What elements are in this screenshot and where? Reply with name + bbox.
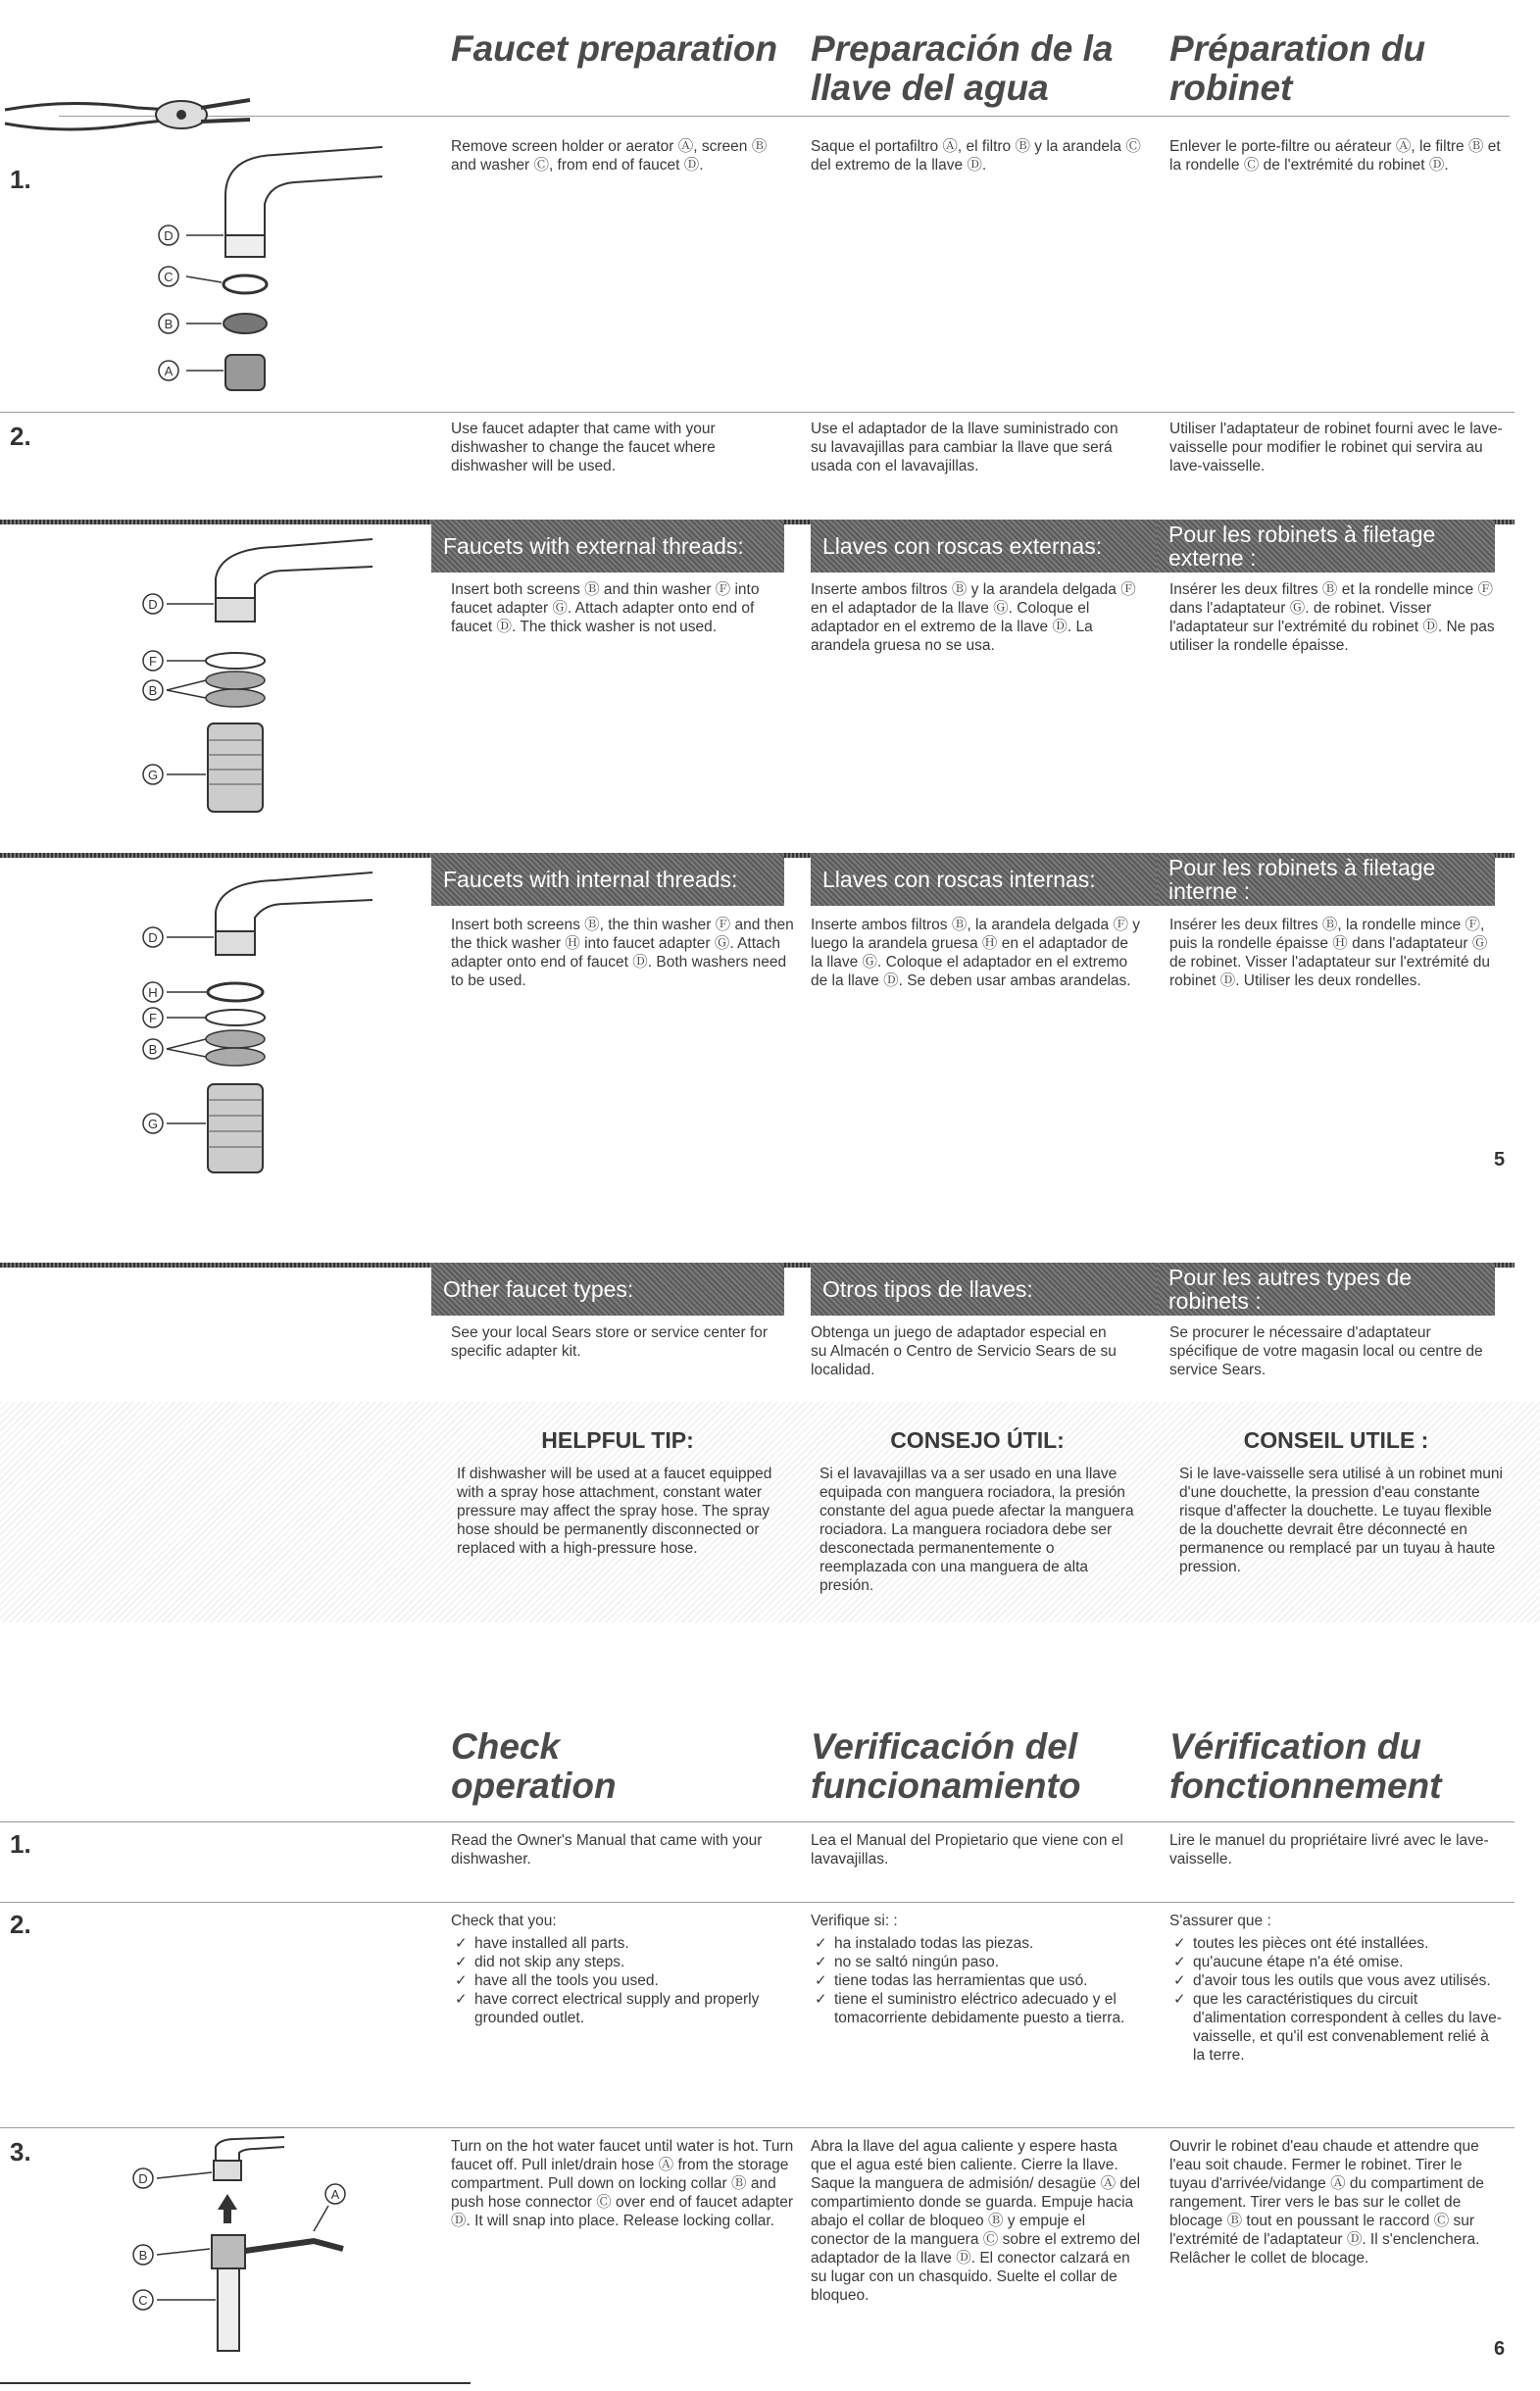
- tip-text-es: Si el lavavajillas va a ser usado en una llave equipada con manguera rociadora, la presión constante del agua puede afectar la manguera rociadora. La manguera rociadora debe ser desconectada permanentemente o reemplazada con una manguera de alta presión.: [820, 1466, 1134, 1594]
- banner-internal-fr: Pour les robinets à filetage interne :: [1157, 853, 1495, 906]
- checklist-item: ✓ have correct electrical supply and properly grounded outlet.: [451, 1990, 794, 2027]
- check-step-number-3: 3.: [10, 2137, 31, 2167]
- checklist-item: ✓ tiene todas las herramientas que usó.: [811, 1971, 1164, 1990]
- internal-text-fr: Insérer les deux filtres Ⓑ, la rondelle mince Ⓕ, puis la rondelle épaisse Ⓗ dans l'adaptateur Ⓖ de robinet. Visser l'adaptateur sur l'extrémité du robinet Ⓓ. Utiliser les deux rondelles.: [1169, 917, 1490, 989]
- hose-connection-diagram: [118, 2133, 373, 2368]
- label-d: D: [148, 597, 158, 612]
- banner-internal-en: Faucets with internal threads:: [431, 853, 784, 906]
- label-d: D: [164, 228, 174, 243]
- checklist-item: ✓ have installed all parts.: [451, 1934, 794, 1953]
- tip-title-es: CONSEJO ÚTIL:: [890, 1427, 1065, 1453]
- page-number-6: 6: [1494, 2338, 1506, 2360]
- banner-other-en: Other faucet types:: [431, 1263, 784, 1316]
- external-text-es: Inserte ambos filtros Ⓑ y la arandela delgada Ⓕ en el adaptador de la llave Ⓖ. Coloque el adaptador en el extremo de la llave Ⓓ. La arandela gruesa no se usa.: [811, 581, 1136, 654]
- heading-check-operation-fr: Vérification du fonctionnement: [1169, 1726, 1442, 1806]
- checklist-item: ✓ ha instalado todas las piezas.: [811, 1934, 1164, 1953]
- check-step1-text-en: Read the Owner's Manual that came with your dishwasher.: [451, 1832, 763, 1868]
- checklist-item: ✓ did not skip any steps.: [451, 1953, 794, 1971]
- check-step2-intro-es: Verifique si: :: [811, 1913, 898, 1929]
- label-h: H: [148, 985, 158, 1000]
- checklist-item: ✓ d'avoir tous les outils que vous avez utilisés.: [1169, 1971, 1503, 1990]
- other-text-en: See your local Sears store or service center for specific adapter kit.: [451, 1324, 769, 1360]
- check-step-number-1: 1.: [10, 1829, 31, 1859]
- step-number-2: 2.: [10, 422, 31, 451]
- internal-text-es: Inserte ambos filtros Ⓑ, la arandela delgada Ⓕ y luego la arandela gruesa Ⓗ en el adaptador de la llave Ⓖ. Coloque el adaptador en el extremo de la llave Ⓓ. Se deben usar ambas arandelas.: [811, 917, 1141, 989]
- label-f: F: [149, 1011, 157, 1025]
- heading-faucet-preparation-en: Faucet preparation: [451, 28, 778, 69]
- step1-text-fr: Enlever le porte-filtre ou aérateur Ⓐ, le filtre Ⓑ et la rondelle Ⓒ de l'extrémité du robinet Ⓓ.: [1169, 138, 1501, 174]
- check-rule-2: [0, 2127, 1515, 2128]
- label-d: D: [138, 2171, 148, 2186]
- tip-text-fr: Si le lave-vaisselle sera utilisé à un robinet muni d'une douchette, la pression d'eau constante risque d'affecter la douchette. Le tuyau flexible de la douchette devrait être déconnecté en permanence ou remplacé par un tuyau à haute pression.: [1179, 1466, 1503, 1575]
- check-step2-en: [451, 1912, 794, 2027]
- check-step-number-2: 2.: [10, 1910, 31, 1939]
- other-text-fr: Se procurer le nécessaire d'adaptateur spécifique de votre magasin local ou centre de service Sears.: [1169, 1324, 1483, 1378]
- checklist-item: ✓ no se saltó ningún paso.: [811, 1953, 1164, 1971]
- step1-text-en: Remove screen holder or aerator Ⓐ, screen Ⓑ and washer Ⓒ, from end of faucet Ⓓ.: [451, 138, 768, 174]
- check-step3-text-es: Abra la llave del agua caliente y espere hasta que el agua esté bien caliente. Cierre la llave. Saque la manguera de admisión/ desagüe Ⓐ del compartimiento donde se guarda. Empuje hacia abajo el collar de bloqueo Ⓑ y empuje el conector de la manguera Ⓒ sobre el extremo del adaptador de la llave Ⓓ. El conector calzará en su lugar con un chasquido. Suelte el collar de bloqueo.: [811, 2138, 1141, 2304]
- tip-title-fr: CONSEIL UTILE :: [1243, 1427, 1429, 1453]
- step1-text-es: Saque el portafiltro Ⓐ, el filtro Ⓑ y la arandela Ⓒ del extremo de la llave Ⓓ.: [811, 138, 1141, 174]
- label-g: G: [147, 1117, 159, 1131]
- checklist-en: [451, 1934, 794, 2027]
- external-text-fr: Insérer les deux filtres Ⓑ et la rondelle mince Ⓕ dans l'adaptateur Ⓖ. de robinet. Visser l'adaptateur sur l'extrémité du robinet Ⓓ. Ne pas utiliser la rondelle épaisse.: [1169, 581, 1495, 654]
- label-f: F: [149, 654, 157, 669]
- label-b: B: [164, 317, 174, 331]
- banner-internal-es: Llaves con roscas internas:: [811, 853, 1164, 906]
- heading-faucet-preparation-es: Preparación de la llave del agua: [811, 28, 1114, 108]
- bottom-rule: [0, 2382, 471, 2384]
- other-text-es: Obtenga un juego de adaptador especial en su Almacén o Centro de Servicio Sears de su localidad.: [811, 1324, 1117, 1378]
- label-c: C: [138, 2293, 148, 2308]
- label-b: B: [138, 2248, 148, 2263]
- checklist-item: ✓ have all the tools you used.: [451, 1971, 794, 1990]
- label-g: G: [147, 768, 159, 782]
- banner-external-es: Llaves con roscas externas:: [811, 520, 1164, 573]
- external-text-en: Insert both screens Ⓑ and thin washer Ⓕ into faucet adapter Ⓖ. Attach adapter onto end of faucet Ⓓ. The thick washer is not used.: [451, 581, 760, 635]
- checklist-fr: [1169, 1934, 1503, 2065]
- helpful-tip-box: [0, 1402, 1540, 1622]
- label-a: A: [164, 364, 174, 378]
- checklist-item: ✓ qu'aucune étape n'a été omise.: [1169, 1953, 1503, 1971]
- page-number-5: 5: [1494, 1149, 1506, 1171]
- check-rule-1: [0, 1902, 1515, 1903]
- banner-external-fr: Pour les robinets à filetage externe :: [1157, 520, 1495, 573]
- check-step2-intro-en: Check that you:: [451, 1913, 557, 1929]
- heading-check-operation-en: Check operation: [451, 1726, 617, 1806]
- internal-text-en: Insert both screens Ⓑ, the thin washer Ⓕ and then the thick washer Ⓗ into faucet adapter Ⓖ. Attach adapter onto end of faucet Ⓓ. Both washers need to be used.: [451, 917, 794, 989]
- heading-faucet-preparation-fr: Préparation du robinet: [1169, 28, 1426, 108]
- check-step3-text-en: Turn on the hot water faucet until water is hot. Turn faucet off. Pull inlet/drain hose Ⓐ from the storage compartment. Pull down on locking collar Ⓑ and push hose connector Ⓒ over end of faucet adapter Ⓓ. It will snap into place. Release locking collar.: [451, 2138, 794, 2229]
- check-step2-intro-fr: S'assurer que :: [1169, 1913, 1271, 1929]
- label-a: A: [330, 2187, 340, 2202]
- step-number-1: 1.: [10, 165, 31, 194]
- label-d: D: [148, 930, 158, 945]
- tip-title-en: HELPFUL TIP:: [541, 1427, 694, 1453]
- check-heading-rule: [0, 1821, 1515, 1822]
- label-c: C: [164, 270, 174, 284]
- checklist-item: ✓ que les caractéristiques du circuit d'alimentation correspondent à celles du lave-vaisselle, et qu'il est convenablement relié à la terre.: [1169, 1990, 1503, 2065]
- label-b: B: [148, 683, 158, 698]
- banner-external-en: Faucets with external threads:: [431, 520, 784, 573]
- tip-text-en: If dishwasher will be used at a faucet equipped with a spray hose attachment, constant water pressure may affect the spray hose. The spray hose should be permanently disconnected or replaced with a high-pressure hose.: [457, 1466, 772, 1557]
- heading-check-operation-es: Verificación del funcionamiento: [811, 1726, 1081, 1806]
- check-step1-text-es: Lea el Manual del Propietario que viene con el lavavajillas.: [811, 1832, 1123, 1868]
- label-b: B: [148, 1042, 158, 1057]
- check-step2-fr: [1169, 1912, 1503, 2065]
- banner-other-fr: Pour les autres types de robinets :: [1157, 1263, 1495, 1316]
- checklist-item: ✓ toutes les pièces ont été installées.: [1169, 1934, 1503, 1953]
- banner-other-es: Otros tipos de llaves:: [811, 1263, 1164, 1316]
- check-step1-text-fr: Lire le manuel du propriétaire livré avec le lave-vaisselle.: [1169, 1832, 1489, 1868]
- checklist-es: [811, 1934, 1164, 2027]
- step2-text-fr: Utiliser l'adaptateur de robinet fourni avec le lave-vaisselle pour modifier le robinet qui servira au lave-vaisselle.: [1169, 421, 1503, 474]
- step2-text-es: Use el adaptador de la llave suministrado con su lavavajillas para cambiar la llave que será usada con el lavavajillas.: [811, 421, 1118, 474]
- check-step2-es: [811, 1912, 1164, 2027]
- check-step3-text-fr: Ouvrir le robinet d'eau chaude et attendre que l'eau soit chaude. Fermer le robinet. Tirer le tuyau d'arrivée/vidange Ⓐ du compartiment de rangement. Tirer vers le bas sur le collet de blocage Ⓑ tout en poussant le raccord Ⓒ sur l'extrémité de l'adaptateur Ⓓ. Il s'enclenchera. Relâcher le collet de blocage.: [1169, 2138, 1484, 2266]
- checklist-item: ✓ tiene el suministro eléctrico adecuado y el tomacorriente debidamente puesto a tierra.: [811, 1990, 1164, 2027]
- step2-text-en: Use faucet adapter that came with your dishwasher to change the faucet where dishwasher will be used.: [451, 421, 716, 474]
